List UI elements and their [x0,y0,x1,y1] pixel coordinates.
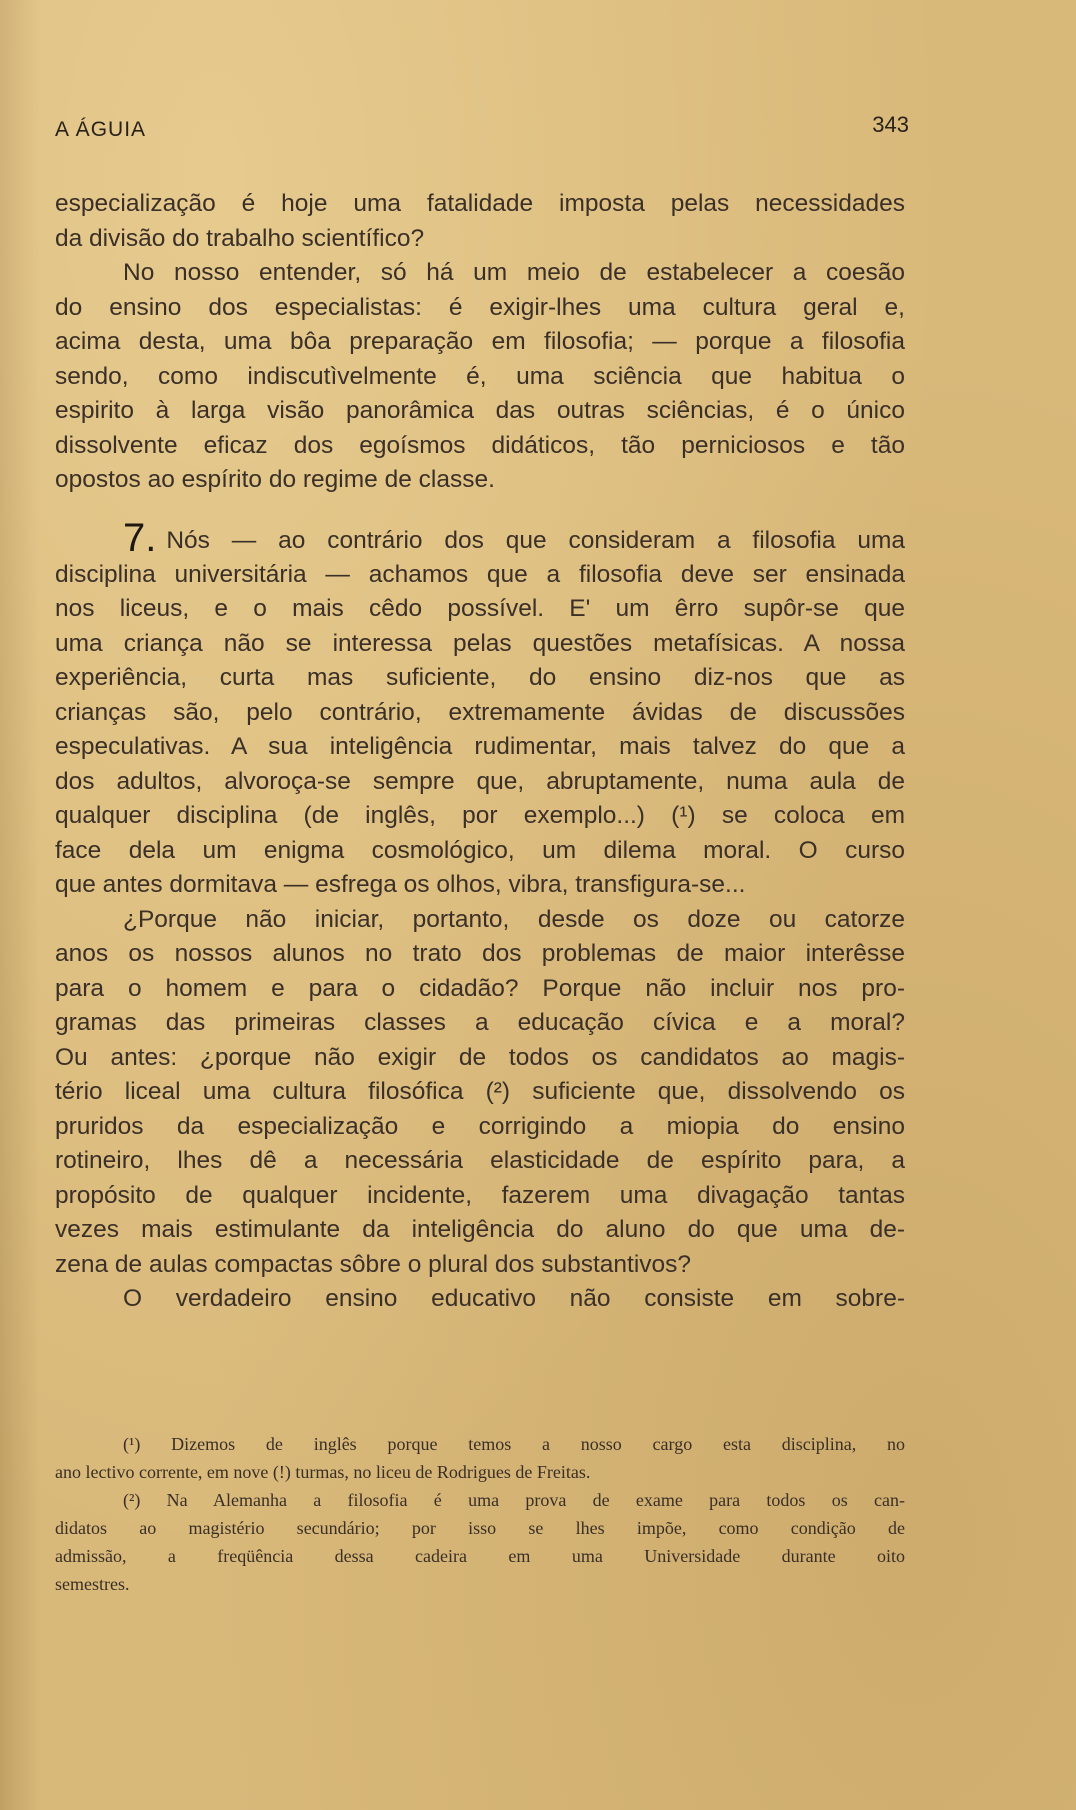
text-line: Ou antes: ¿porque não exigir de todos os candidatos ao magis- [55,1043,905,1071]
footnote-line: admissão, a freqüência dessa cadeira em uma Universidade durante oito [55,1546,905,1566]
text-line: zena de aulas compactas sôbre o plural dos substantivos? [55,1250,692,1278]
text-line: rotineiro, lhes dê a necessária elasticidade de espírito para, a [55,1147,905,1174]
text-line: acima desta, uma bôa preparação em filosofia; — porque a filosofia [55,328,905,355]
footnotes [55,1430,905,1598]
section-first-line [55,515,905,560]
footnote-line: (¹) Dizemos de inglês porque temos a nosso cargo esta disciplina, no [123,1434,905,1454]
section-number: 7. [123,515,157,560]
text-line: nos liceus, e o mais cêdo possível. E' um êrro supôr-se que [55,595,905,622]
text-line: especialização é hoje uma fatalidade imposta pelas necessidades [55,190,905,217]
text-line: da divisão do trabalho scientífico? [55,224,425,252]
paragraph-1 [55,187,905,256]
text-line: do ensino dos especialistas: é exigir-lhes uma cultura geral e, [55,293,905,321]
paragraph-4 [55,903,905,1283]
text-line: que antes dormitava — esfrega os olhos, vibra, transfigura-se... [55,871,746,898]
footnote-1 [55,1430,905,1486]
text-line: anos os nossos alunos no trato dos problemas de maior interêsse [55,940,905,967]
text-line: dissolvente eficaz dos egoísmos didáticos, tão perniciosos e tão [55,431,905,459]
page-number: 343 [872,112,909,137]
footnote-line: semestres. [55,1574,130,1594]
footnote-line: ano lectivo corrente, em nove (!) turmas, no liceu de Rodrigues de Freitas. [55,1462,591,1482]
text-line: qualquer disciplina (de inglês, por exemplo...) (¹) se coloca em [55,802,905,829]
section-gap [55,498,905,518]
text-line: uma criança não se interessa pelas questões metafísicas. A nossa [55,629,905,657]
body-text [55,187,905,1317]
text-line: ¿Porque não iniciar, portanto, desde os doze ou catorze [123,905,905,933]
text-line: disciplina universitária — achamos que a filosofia deve ser ensinada [55,560,905,588]
text-line: para o homem e para o cidadão? Porque não incluir nos pro- [55,974,905,1002]
text-line: pruridos da especialização e corrigindo a miopia do ensino [55,1112,905,1140]
text-line: tério liceal uma cultura filosófica (²) suficiente que, dissolvendo os [55,1078,905,1105]
text-line: propósito de qualquer incidente, fazerem uma divagação tantas [55,1181,905,1209]
text-line: experiência, curta mas suficiente, do ensino diz-nos que as [55,664,905,691]
text-line: face dela um enigma cosmológico, um dilema moral. O curso [55,836,905,864]
text-line: crianças são, pelo contrário, extremamente ávidas de discussões [55,698,905,726]
text-line: No nosso entender, só há um meio de estabelecer a coesão [123,259,905,286]
text-line: especulativas. A sua inteligência rudimentar, mais talvez do que a [55,733,905,760]
text-line: opostos ao espírito do regime de classe. [55,466,495,493]
section-7 [55,515,905,903]
paragraph-2 [55,256,905,498]
running-title: A ÁGUIA [55,118,147,141]
footnote-line: (²) Na Alemanha a filosofia é uma prova de exame para todos os can- [123,1490,905,1510]
text-line: sendo, como indiscutìvelmente é, uma sciência que habitua o [55,362,905,390]
text-line: gramas das primeiras classes a educação cívica e a moral? [55,1009,905,1036]
text-line: espirito à larga visão panorâmica das outras sciências, é o único [55,397,905,424]
footnote-line: didatos ao magistério secundário; por isso se lhes impõe, como condição de [55,1518,905,1538]
text-line: Nós — ao contrário dos que consideram a filosofia uma [166,526,905,554]
footnote-2 [55,1486,905,1598]
page-header [55,112,909,148]
paragraph-5 [55,1282,905,1317]
text-line: dos adultos, alvoroça-se sempre que, abruptamente, numa aula de [55,767,905,795]
text-line: O verdadeiro ensino educativo não consiste em sobre- [123,1285,905,1312]
text-line: vezes mais estimulante da inteligência do aluno do que uma de- [55,1216,905,1243]
